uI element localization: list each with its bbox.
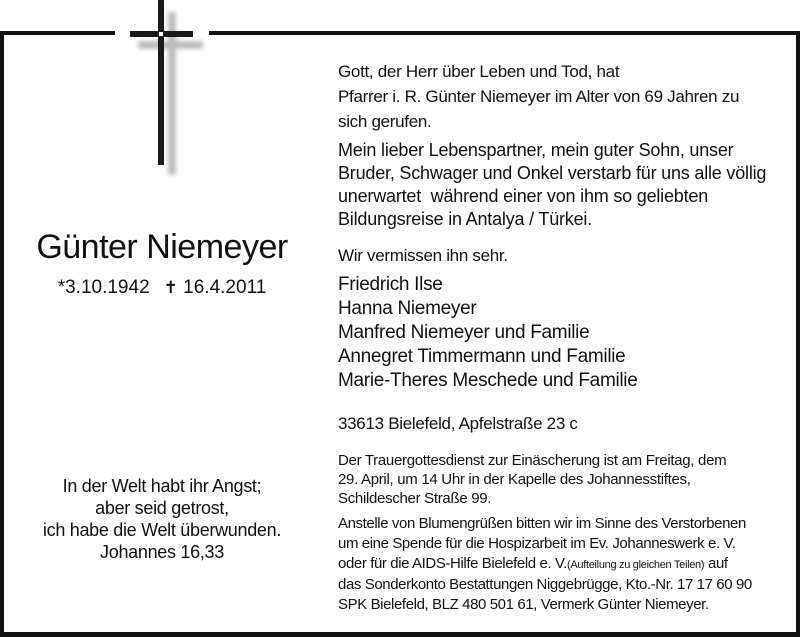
frame-bottom	[0, 632, 800, 637]
main-paragraph	[338, 139, 786, 231]
donation-line: Anstelle von Blumengrüßen bitten wir im Sinne des Verstorbenen	[338, 515, 746, 532]
main-line: Bruder, Schwager und Onkel verstarb für uns alle völlig	[338, 163, 767, 183]
intro-paragraph	[338, 59, 786, 134]
main-line: Mein lieber Lebenspartner, mein guter Sohn, unser	[338, 140, 734, 160]
mourner: Annegret Timmermann und Familie	[338, 346, 626, 367]
cross-shadow-horizontal	[138, 41, 203, 49]
verse-line: aber seid getrost,	[95, 498, 229, 518]
birth-date: 3.10.1942	[65, 277, 150, 298]
miss-text: Wir vermissen ihn sehr.	[338, 246, 508, 265]
mourner: Marie-Theres Meschede und Familie	[338, 370, 638, 391]
service-line: 29. April, um 14 Uhr in der Kapelle des Johannesstiftes,	[338, 471, 691, 488]
cross-vertical	[158, 0, 164, 165]
frame-right	[796, 31, 800, 637]
frame-top-left	[0, 31, 115, 35]
donation-line	[338, 554, 786, 575]
service-line: Schildescher Straße 99.	[338, 490, 492, 507]
service-line: Der Trauergottesdienst zur Einäscherung ist am Freitag, dem	[338, 452, 727, 469]
verse-line: ich habe die Welt überwunden.	[42, 520, 282, 540]
verse-reference: Johannes 16,33	[100, 542, 224, 562]
mourner: Hanna Niemeyer	[338, 298, 477, 319]
intro-line: Gott, der Herr über Leben und Tod, hat	[338, 62, 620, 81]
donation-line: um eine Spende für die Hospizarbeit im Ev. Johanneswerk e. V.	[338, 535, 736, 552]
cross-center	[159, 32, 163, 36]
service-paragraph	[338, 451, 786, 508]
bible-verse	[4, 475, 320, 563]
death-date: 16.4.2011	[183, 277, 267, 298]
death-cross-icon: ✝	[163, 278, 178, 297]
donation-line: SPK Bielefeld, BLZ 480 501 61, Vermerk Günter Niemeyer.	[338, 596, 709, 613]
verse-line: In der Welt habt ihr Angst;	[62, 476, 262, 496]
birth-symbol: *	[57, 277, 66, 298]
mourner: Manfred Niemeyer und Familie	[338, 322, 590, 343]
donation-line: das Sonderkonto Bestattungen Niggebrügge, Kto.-Nr. 17 17 60 90	[338, 576, 752, 593]
intro-line: sich gerufen.	[338, 112, 432, 131]
address: 33613 Bielefeld, Apfelstraße 23 c	[338, 414, 578, 433]
donation-line-note: (Aufteilung zu gleichen Teilen)	[566, 559, 705, 571]
main-line: unerwartet während einer von ihm so geliebten	[338, 186, 709, 206]
life-dates	[4, 277, 320, 299]
donation-line-main: oder für die AIDS-Hilfe Bielefeld e. V.	[338, 555, 567, 572]
donation-paragraph	[338, 514, 786, 615]
mourner: Friedrich Ilse	[338, 274, 443, 295]
intro-line: Pfarrer i. R. Günter Niemeyer im Alter von 69 Jahren zu	[338, 87, 740, 106]
mourners-list	[338, 273, 786, 393]
deceased-name: Günter Niemeyer	[36, 228, 288, 266]
frame-top-right	[209, 31, 800, 35]
donation-line-end: auf	[704, 555, 728, 572]
main-line: Bildungsreise in Antalya / Türkei.	[338, 209, 593, 229]
